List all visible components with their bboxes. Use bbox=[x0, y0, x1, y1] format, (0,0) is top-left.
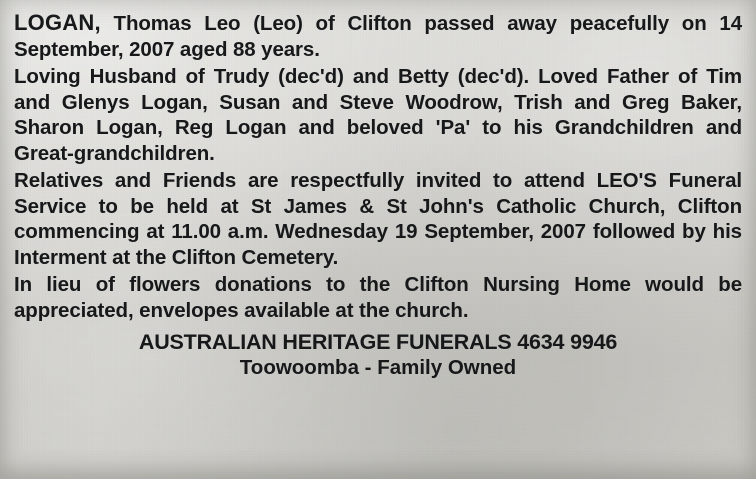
death-announcement-text: Thomas Leo (Leo) of Clifton passed away peacefully on 14 September, 2007 aged 88 years. bbox=[14, 12, 742, 61]
funeral-home-footer bbox=[14, 330, 742, 380]
funeral-home-name-and-phone: AUSTRALIAN HERITAGE FUNERALS 4634 9946 bbox=[138, 330, 618, 354]
obituary-notice bbox=[14, 10, 742, 380]
paragraph-donations-request: In lieu of flowers donations to the Clifton Nursing Home would be appreciated, envelopes available at the church. bbox=[14, 273, 742, 322]
paragraph-funeral-service-details: Relatives and Friends are respectfully invited to attend LEO'S Funeral Service to be held at St James & St John's Catholic Church, Clifton commencing at 11.00 a.m. Wednesday 19 September, 2007 followed by his Interment at the Clifton Cemetery. bbox=[14, 169, 742, 269]
deceased-surname: LOGAN, bbox=[14, 10, 101, 35]
paragraph-death-announcement bbox=[14, 10, 742, 62]
funeral-home-tagline: Toowoomba - Family Owned bbox=[239, 356, 517, 379]
paragraph-family-survivors: Loving Husband of Trudy (dec'd) and Betty (dec'd). Loved Father of Tim and Glenys Logan, Susan and Steve Woodrow, Trish and Greg Baker, Sharon Logan, Reg Logan and beloved 'Pa' to his Grandchildren and Great-grandchildren. bbox=[14, 65, 742, 165]
